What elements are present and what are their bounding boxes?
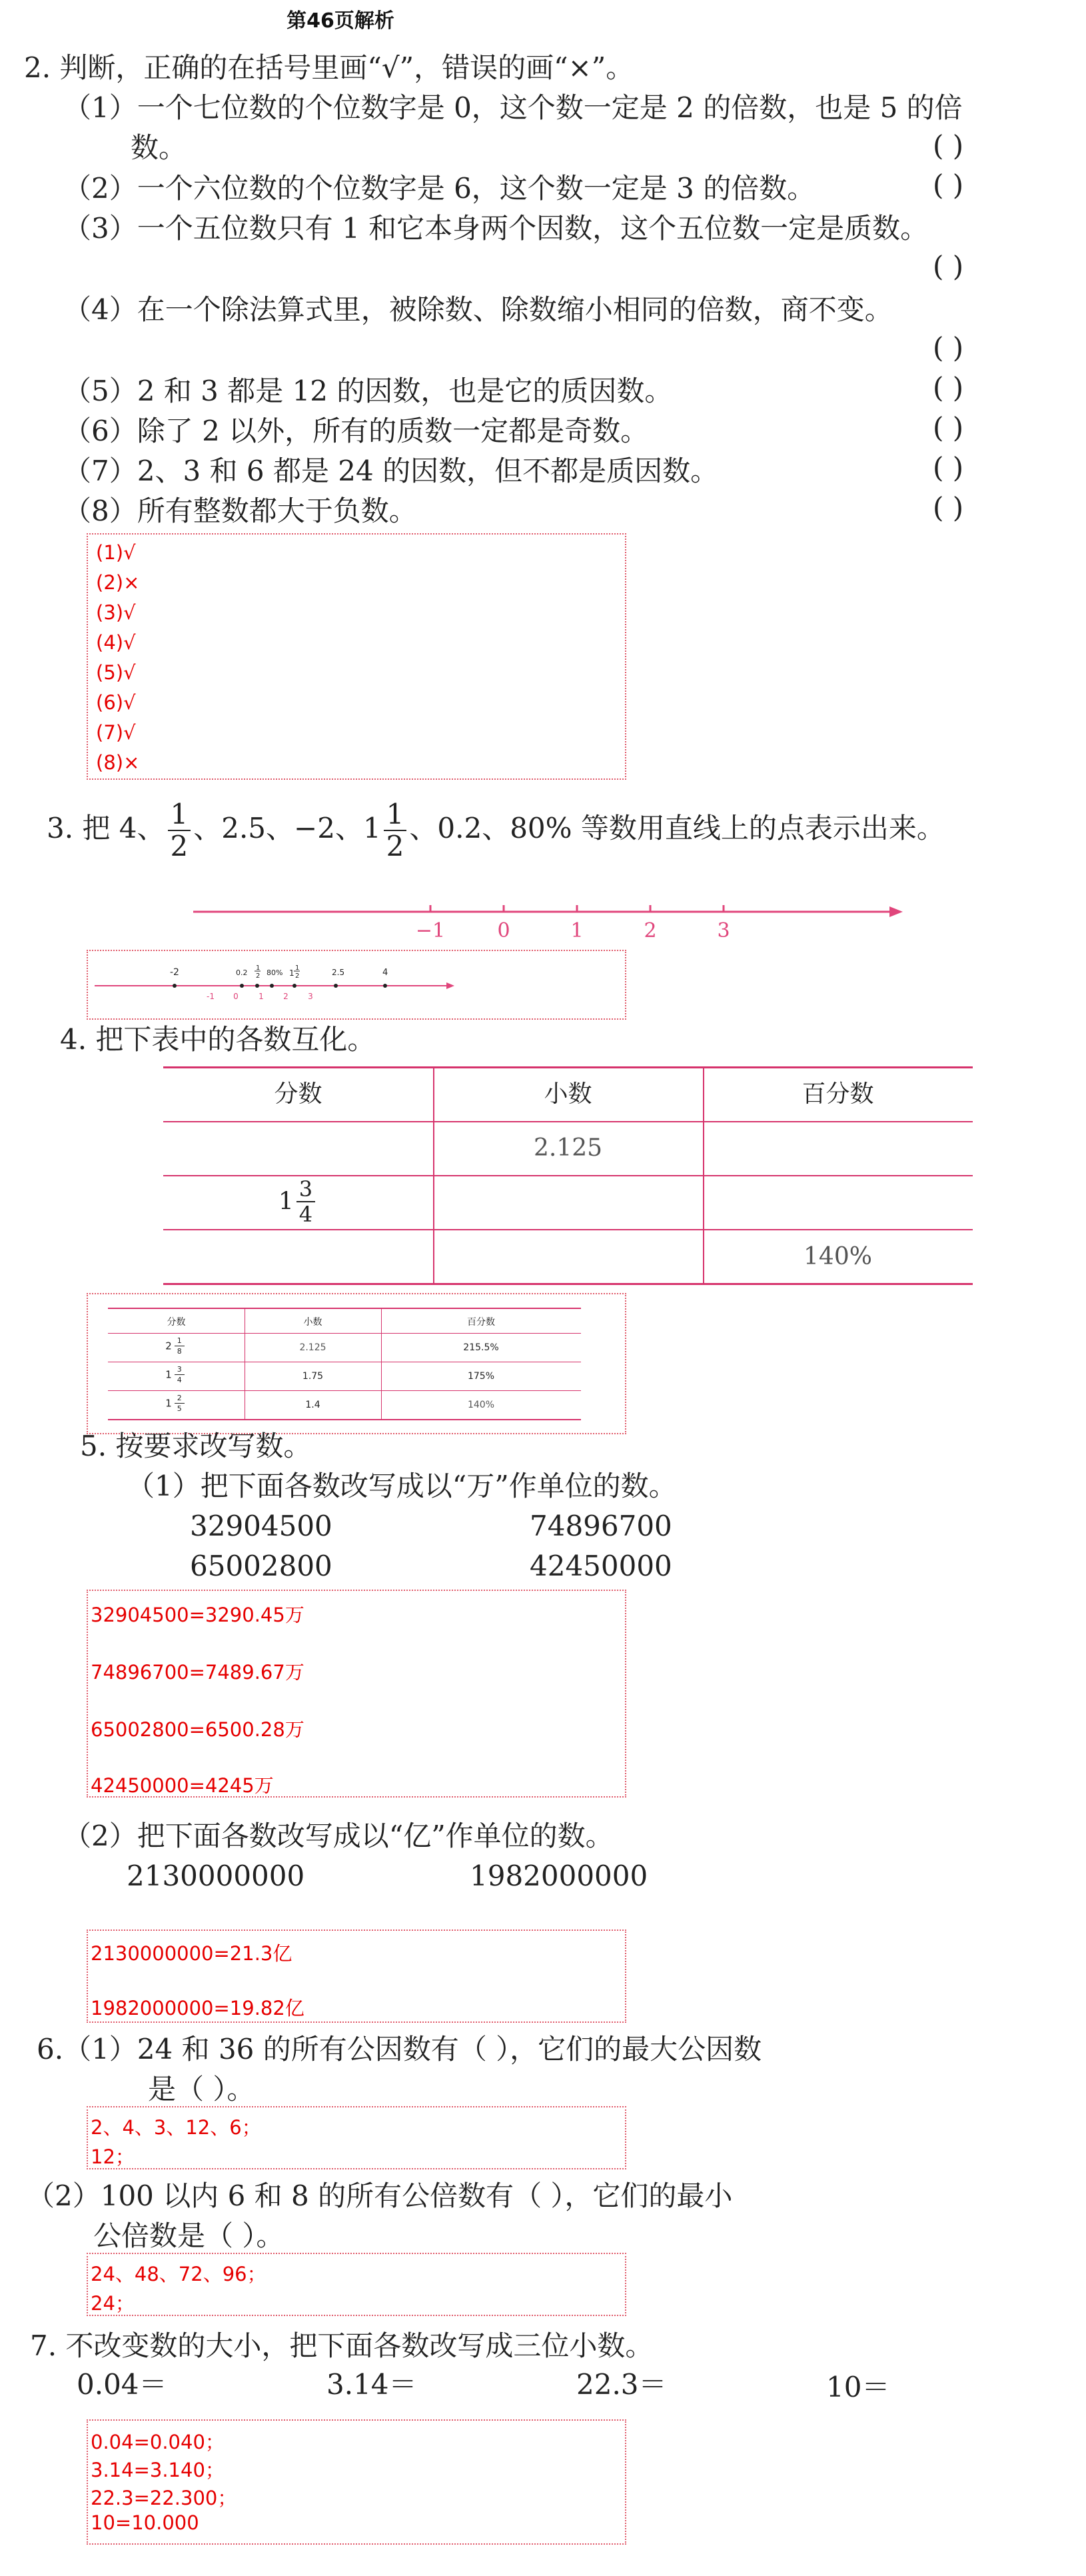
q2-stem: 2. 判断，正确的在括号里画“√”，错误的画“×”。	[24, 51, 634, 84]
q7-item-2: 3.14＝	[326, 2368, 417, 2401]
ans-header-percent: 百分数	[467, 1317, 495, 1328]
ans-row2-fraction: 1 $\frac{3}{4}$	[108, 1366, 245, 1384]
ans-tick-1: 1	[259, 992, 264, 1001]
q5-answer2-2: 1982000000=19.82亿	[91, 1997, 304, 2019]
ans-row3-percent: 140%	[467, 1400, 495, 1410]
ans-label-mixed-w: 1	[289, 968, 294, 978]
ans-tick-3: 3	[308, 992, 313, 1001]
q5-answer2-1: 2130000000=21.3亿	[91, 1942, 292, 1965]
q2-item-5: （5）2 和 3 都是 12 的因数，也是它的质因数。	[63, 375, 673, 407]
ans-label-2-5: 2.5	[332, 968, 345, 977]
q7-item-1: 0.04＝	[77, 2368, 167, 2401]
q2-paren-2[interactable]: ( )	[933, 169, 964, 201]
q5-num2-2: 1982000000	[470, 1860, 648, 1892]
q7-answer-box	[87, 2419, 626, 2545]
q2-answer-6: (6)√	[96, 691, 136, 714]
q6-answer1-2: 12；	[91, 2145, 135, 2168]
q5-answer-box-1	[87, 1590, 626, 1798]
q5-num-1: 32904500	[190, 1510, 332, 1542]
q4-stem: 4. 把下表中的各数互化。	[60, 1023, 376, 1056]
q5-num-3: 65002800	[190, 1550, 332, 1582]
q4-header-percent: 百分数	[802, 1080, 874, 1108]
q2-paren-6[interactable]: ( )	[933, 411, 964, 444]
q2-item-6: （6）除了 2 以外，所有的质数一定都是奇数。	[63, 415, 649, 447]
q6-answer2-1: 24、48、72、96；	[91, 2263, 267, 2285]
q2-paren-3[interactable]: ( )	[933, 250, 964, 283]
ans-label-neg2: -2	[170, 967, 179, 978]
q2-paren-5[interactable]: ( )	[933, 371, 964, 404]
q2-item-1-cont: 数。	[131, 131, 187, 164]
q5-num-4: 42450000	[530, 1550, 672, 1582]
q2-answer-box	[87, 533, 626, 780]
ans-header-decimal: 小数	[303, 1317, 322, 1328]
ans-row3-decimal: 1.4	[305, 1400, 320, 1410]
q2-item-7: （7）2、3 和 6 都是 24 的因数，但不都是质因数。	[63, 455, 719, 487]
ans-label-4: 4	[382, 968, 388, 978]
ans-label-mixed-d: 2	[295, 972, 300, 980]
q2-answer-7: (7)√	[96, 721, 136, 744]
q2-paren-7[interactable]: ( )	[933, 451, 964, 484]
point-2-5	[334, 984, 338, 988]
q2-answer-5: (5)√	[96, 661, 136, 684]
q5-answer-2: 74896700=7489.67万	[91, 1661, 304, 1684]
q7-item-4: 10＝	[826, 2371, 890, 2403]
q2-answer-1: (1)√	[96, 541, 136, 564]
q7-answer-3: 22.3=22.300；	[91, 2487, 237, 2509]
q4-row1-decimal: 2.125	[533, 1134, 603, 1162]
tick-label-2: 2	[644, 919, 657, 942]
q5-num-2: 74896700	[530, 1510, 672, 1542]
ans-label-half-n: 1	[256, 964, 261, 972]
q2-answer-3: (3)√	[96, 601, 136, 624]
q5-answer-3: 65002800=6500.28万	[91, 1718, 304, 1741]
tick-label-neg1: −1	[415, 919, 446, 942]
ans-row1-percent: 215.5%	[463, 1342, 499, 1353]
q6-answer-box-2	[87, 2253, 626, 2316]
q6-answer1-1: 2、4、3、12、6；	[91, 2116, 261, 2139]
q6-answer-box-1	[87, 2106, 626, 2169]
q3-number-line	[187, 900, 919, 946]
q4-header-fraction: 分数	[274, 1080, 322, 1108]
q5-answer-4: 42450000=4245万	[91, 1774, 274, 1797]
point-4	[383, 984, 387, 988]
ans-tick-0: 0	[233, 992, 239, 1001]
q2-paren-4[interactable]: ( )	[933, 331, 964, 364]
q2-item-1: （1）一个七位数的个位数字是 0，这个数一定是 2 的倍数，也是 5 的倍	[63, 91, 963, 124]
point-neg2	[173, 984, 177, 988]
q4-row3-percent: 140%	[804, 1243, 872, 1270]
q7-stem: 7. 不改变数的大小，把下面各数改写成三位小数。	[30, 2329, 654, 2362]
page-title: 第46页解析	[286, 9, 394, 33]
tick-label-0: 0	[497, 919, 510, 942]
q3-answer-number-line	[88, 951, 621, 1018]
ans-label-80pct: 80%	[267, 968, 283, 977]
q2-item-8: （8）所有整数都大于负数。	[63, 495, 417, 527]
q2-paren-1[interactable]: ( )	[933, 129, 964, 162]
point-80pct	[270, 984, 274, 988]
ans-row3-fraction: 1 $\frac{2}{5}$	[108, 1394, 245, 1412]
tick-label-3: 3	[717, 919, 730, 942]
q5-stem: 5. 按要求改写数。	[80, 1430, 312, 1462]
q2-item-4: （4）在一个除法算式里，被除数、除数缩小相同的倍数，商不变。	[63, 293, 893, 326]
q4-header-decimal: 小数	[544, 1080, 592, 1108]
point-half	[255, 984, 259, 988]
ans-label-mixed-n: 1	[295, 964, 300, 972]
ans-tick-neg1: -1	[207, 992, 215, 1001]
q2-paren-8[interactable]: ( )	[933, 491, 964, 524]
ans-axis-arrow	[446, 982, 454, 989]
q3-stem: 3. 把 4、 $\frac{1}{2}$ 、2.5、−2、1 $\frac{1}{2}$ 、0.2、80% 等数用直线上的点表示出来。	[47, 798, 945, 862]
q5-answer-1: 32904500=3290.45万	[91, 1604, 304, 1626]
q7-answer-4: 10=10.000	[91, 2511, 199, 2534]
q2-item-3: （3）一个五位数只有 1 和它本身两个因数，这个五位数一定是质数。	[63, 212, 929, 245]
q4-row2-fraction: 1 $\frac{3}{4}$	[163, 1178, 433, 1225]
ans-label-0-2: 0.2	[236, 968, 248, 977]
point-1-half	[292, 984, 296, 988]
q5-answer-box-2	[87, 1930, 626, 2023]
point-0-2	[240, 984, 244, 988]
q5-sub1: （1）把下面各数改写成以“万”作单位的数。	[127, 1470, 677, 1502]
q4-answer-box	[87, 1293, 626, 1434]
q6-answer2-2: 24；	[91, 2292, 135, 2315]
tick-label-1: 1	[570, 919, 584, 942]
q4-answer-table	[108, 1308, 581, 1421]
q7-answer-1: 0.04=0.040；	[91, 2431, 225, 2453]
ans-label-half-d: 2	[256, 972, 261, 980]
q6-line1: 6.（1）24 和 36 的所有公因数有（ ），它们的最大公因数	[37, 2033, 762, 2065]
q3-answer-box	[87, 950, 626, 1020]
q2-answer-4: (4)√	[96, 631, 136, 654]
ans-row2-decimal: 1.75	[302, 1371, 324, 1382]
q2-answer-2: (2)×	[96, 571, 140, 594]
ans-row1-fraction: 2 $\frac{1}{8}$	[108, 1337, 245, 1355]
q7-answer-2: 3.14=3.140；	[91, 2459, 225, 2481]
q5-num2-1: 2130000000	[127, 1860, 305, 1892]
q5-sub2: （2）把下面各数改写成以“亿”作单位的数。	[63, 1820, 614, 1852]
ans-tick-2: 2	[283, 992, 288, 1001]
ans-row1-decimal: 2.125	[299, 1342, 326, 1353]
ans-row2-percent: 175%	[467, 1371, 495, 1382]
q6-line3: （2）100 以内 6 和 8 的所有公倍数有（ ），它们的最小	[27, 2179, 733, 2212]
q7-item-3: 22.3＝	[576, 2368, 667, 2401]
q6-line2: 是（ ）。	[148, 2073, 255, 2105]
number-line-arrow	[889, 906, 903, 917]
q2-item-2: （2）一个六位数的个位数字是 6，这个数一定是 3 的倍数。	[63, 172, 815, 205]
q4-table	[163, 1066, 973, 1286]
q6-line4: 公倍数是（ ）。	[93, 2219, 284, 2252]
q2-answer-8: (8)×	[96, 751, 140, 774]
ans-header-fraction: 分数	[167, 1317, 186, 1328]
